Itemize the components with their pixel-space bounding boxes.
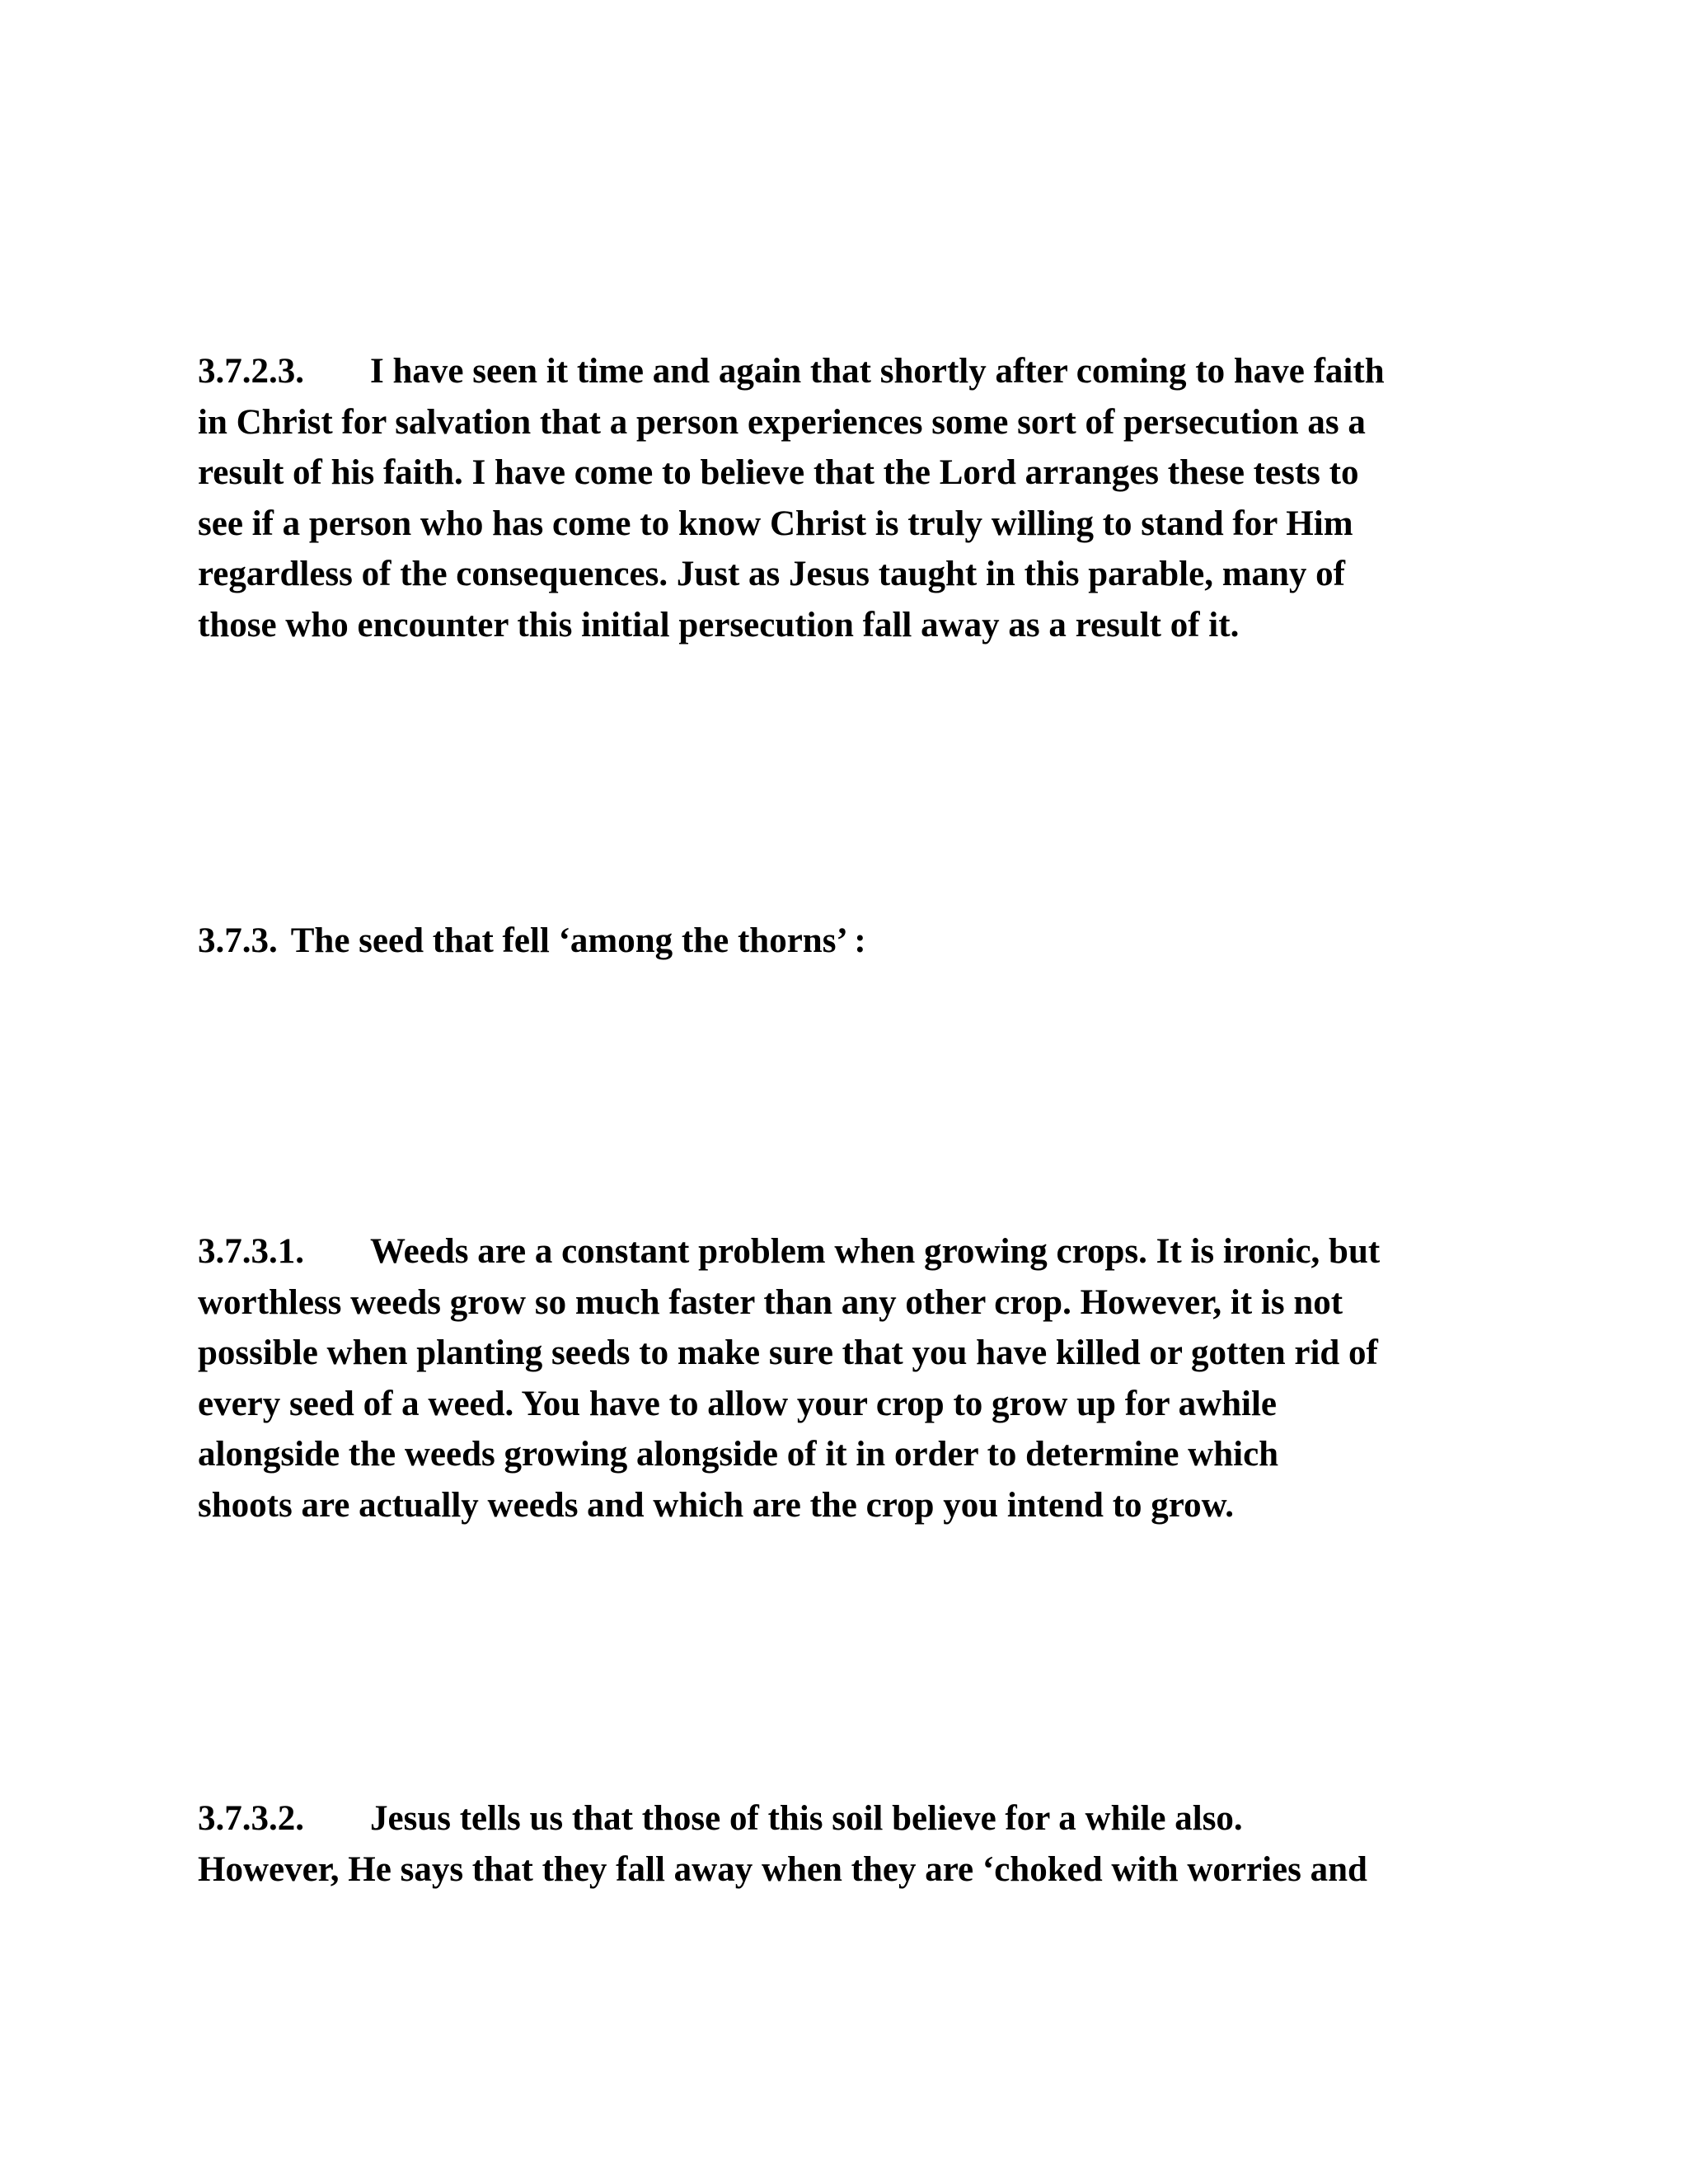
paragraph-number: 3.7.3.2. — [198, 1799, 304, 1838]
paragraph-3-7-3-2 — [198, 1793, 1517, 1895]
text-line: every seed of a weed. You have to allow your crop to grow up for awhile — [198, 1384, 1278, 1423]
section-number: 3.7.3. — [198, 921, 278, 960]
text-line: worthless weeds grow so much faster than any other crop. However, it is not — [198, 1282, 1343, 1322]
text-line: those who encounter this initial persecution fall away as a result of it. — [198, 605, 1240, 644]
section-heading-3-7-3 — [198, 916, 1517, 967]
paragraph-number: 3.7.2.3. — [198, 352, 304, 391]
line-text: I have seen it time and again that shortly after coming to have faith — [370, 352, 1385, 391]
line-text: Jesus tells us that those of this soil believe for a while also. — [370, 1799, 1243, 1838]
text-line: see if a person who has come to know Christ is truly willing to stand for Him — [198, 504, 1353, 543]
paragraph-3-7-3-1 — [198, 1226, 1517, 1530]
text-line — [198, 346, 1517, 397]
text-line: in Christ for salvation that a person experiences some sort of persecution as a — [198, 402, 1366, 442]
section-title: The seed that fell ‘among the thorns’ : — [290, 921, 866, 960]
paragraph-number: 3.7.3.1. — [198, 1232, 304, 1271]
text-line — [198, 916, 1517, 967]
text-line — [198, 1793, 1517, 1844]
text-line: shoots are actually weeds and which are the crop you intend to grow. — [198, 1485, 1235, 1525]
paragraph-3-7-2-3 — [198, 346, 1517, 650]
text-line: result of his faith. I have come to believe that the Lord arranges these tests to — [198, 453, 1359, 492]
text-line — [198, 1226, 1517, 1277]
line-text: Weeds are a constant problem when growing crops. It is ironic, but — [370, 1232, 1381, 1271]
text-line: alongside the weeds growing alongside of it in order to determine which — [198, 1435, 1279, 1474]
text-line: However, He says that they fall away when they are ‘choked with worries and — [198, 1849, 1367, 1889]
text-line: possible when planting seeds to make sure that you have killed or gotten rid of — [198, 1333, 1378, 1372]
text-line: regardless of the consequences. Just as Jesus taught in this parable, many of — [198, 555, 1345, 593]
